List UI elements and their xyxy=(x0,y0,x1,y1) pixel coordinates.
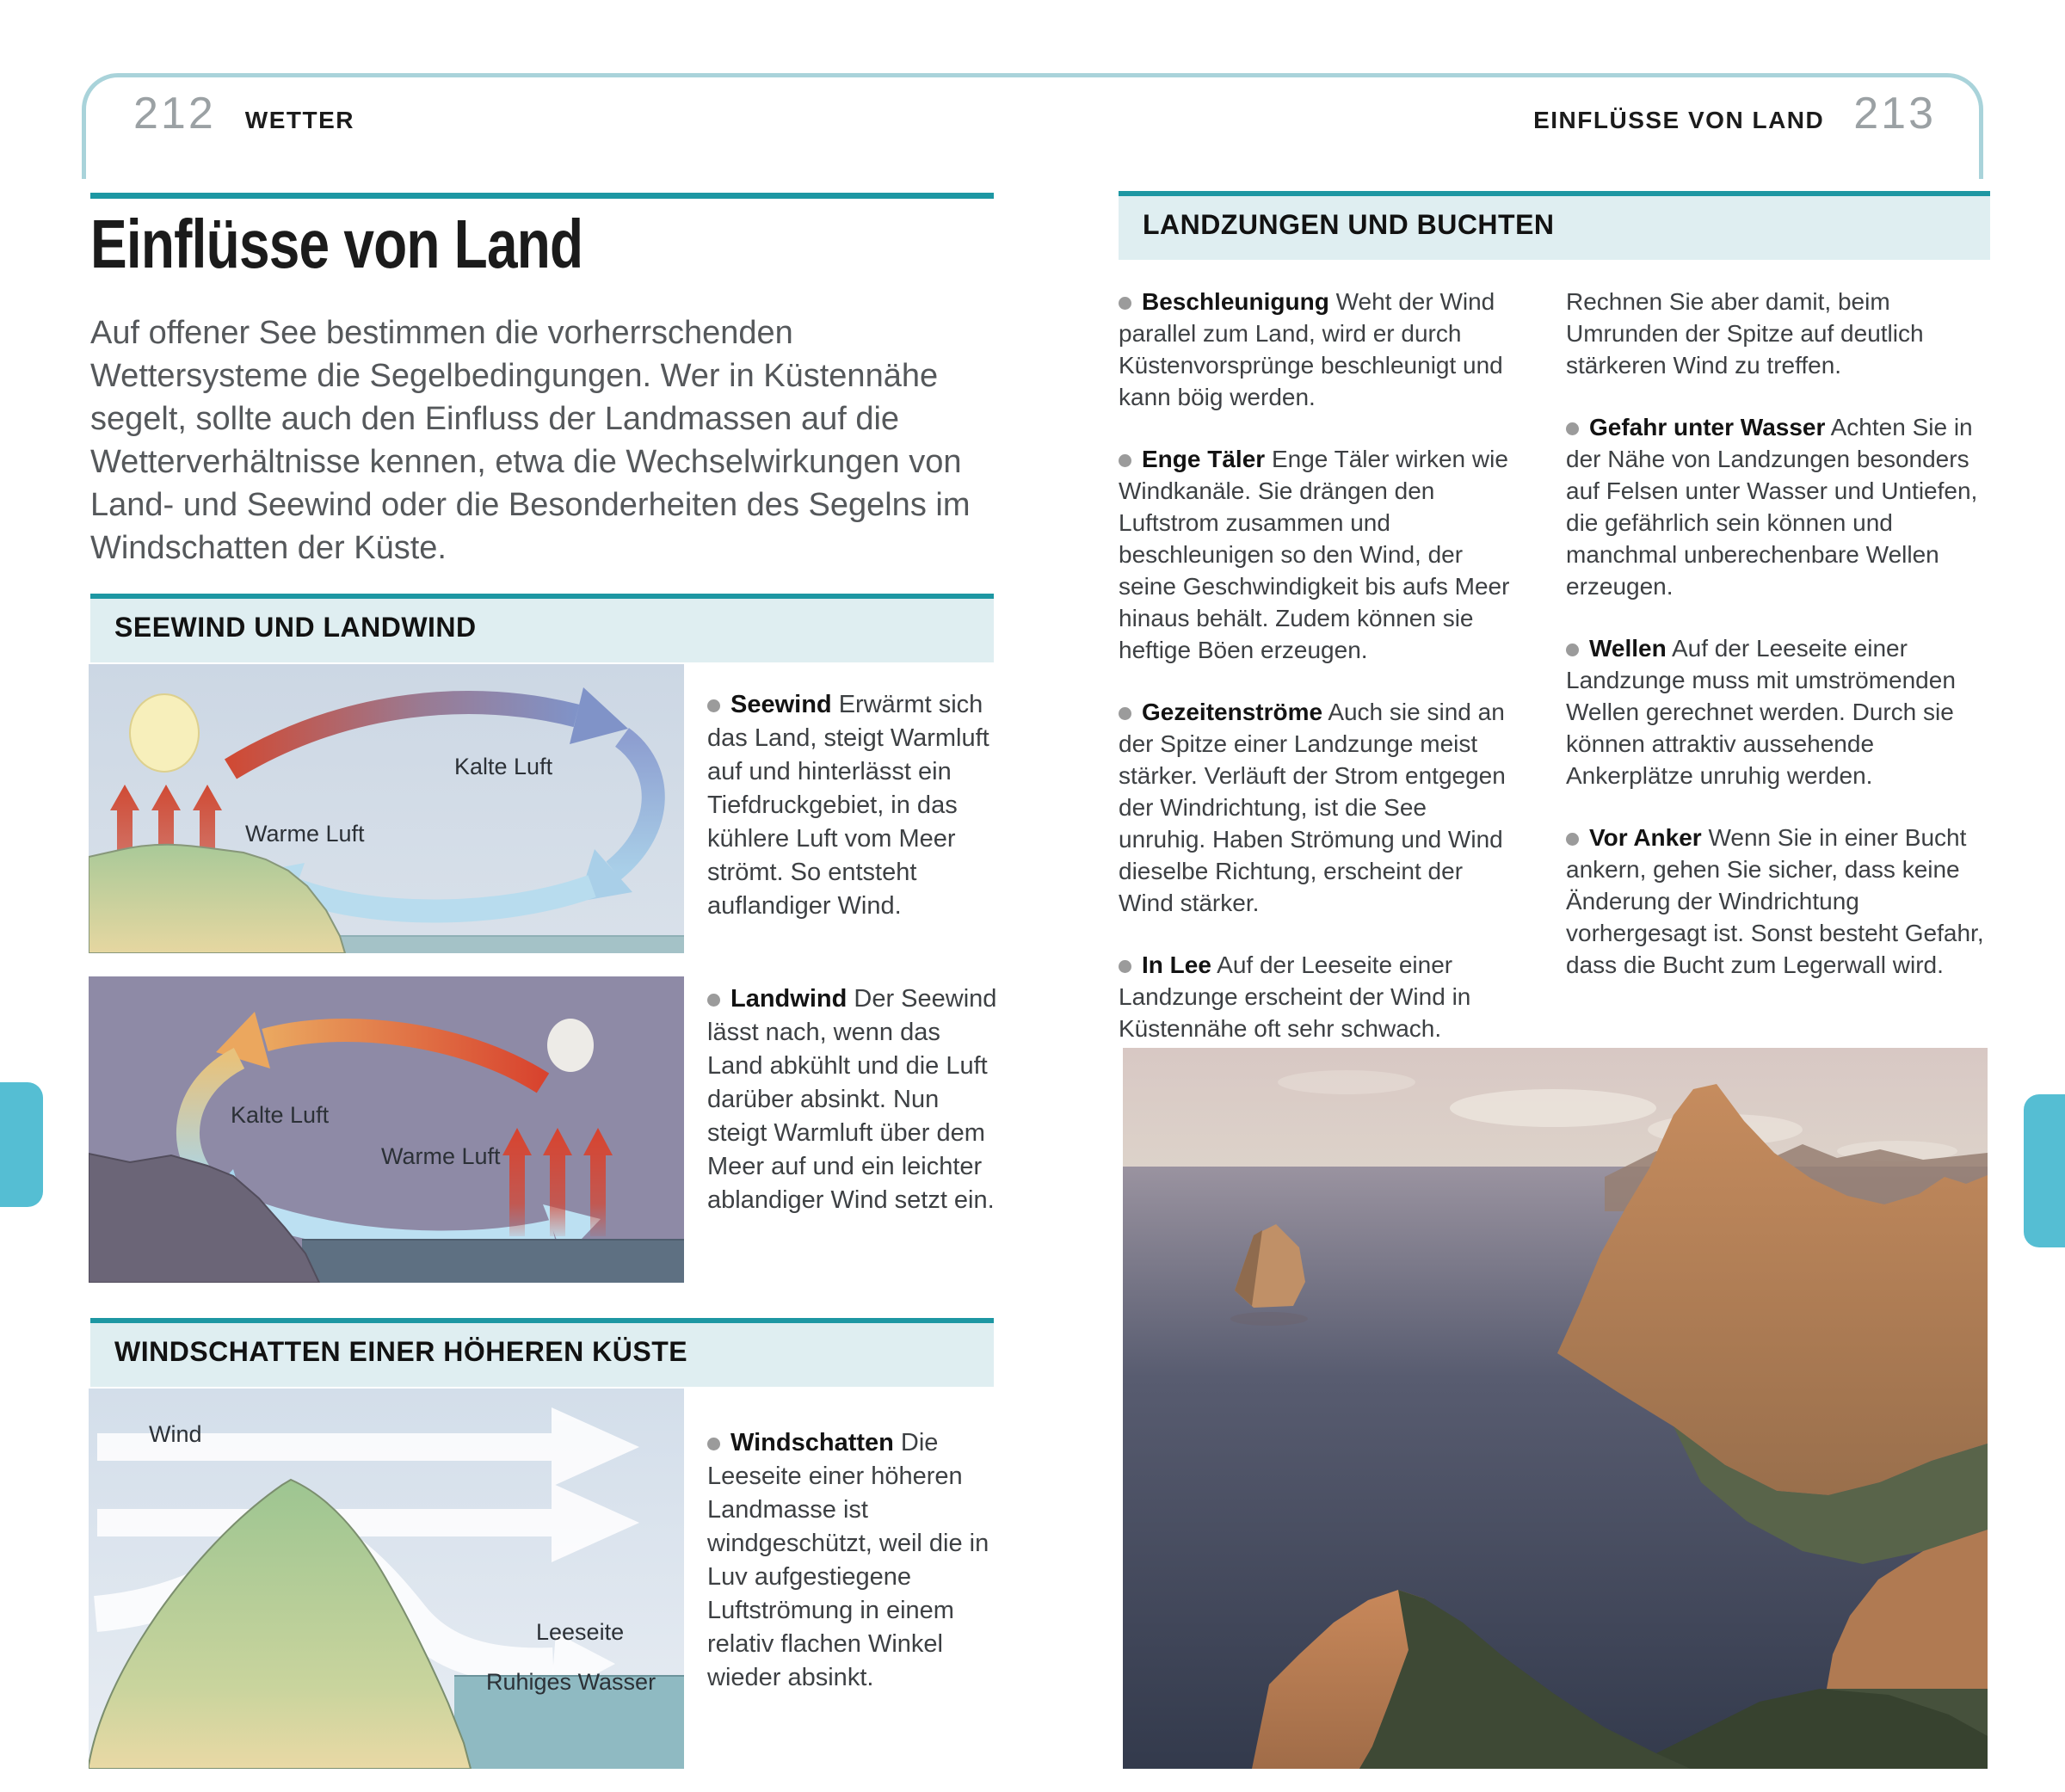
bullet-landwind xyxy=(707,982,998,1217)
landwind-text-column xyxy=(707,982,998,1248)
bullet-seewind xyxy=(707,688,998,923)
windschatten-text-column xyxy=(707,1426,998,1726)
label-warme-luft-night: Warme Luft xyxy=(381,1143,501,1169)
bullet-term: Enge Täler xyxy=(1142,446,1266,472)
bullet-enge-taeler xyxy=(1119,443,1516,666)
bullet-beschleunigung xyxy=(1119,286,1516,413)
coastal-photo xyxy=(1123,1048,1988,1769)
bullet-dot-icon xyxy=(1119,297,1131,310)
bullet-dot-icon xyxy=(707,699,720,712)
right-page-column-1 xyxy=(1119,286,1516,1075)
section-header-windschatten-label: WINDSCHATTEN EINER HÖHEREN KÜSTE xyxy=(114,1336,688,1367)
seewind-text-column xyxy=(707,688,998,954)
bullet-text: Weht der Wind parallel zum Land, wird er durch Küstenvorsprünge beschleunigt und kann böig werden. xyxy=(1119,288,1503,410)
moon-icon xyxy=(547,1019,594,1072)
bullet-gezeitenstroeme xyxy=(1119,696,1516,919)
bullet-term: Vor Anker xyxy=(1589,824,1702,851)
intro-paragraph: Auf offener See bestimmen die vorherrschenden Wettersysteme die Segelbedingungen. Wer in Küstennähe segelt, sollte auch den Einfluss der Landmassen auf die Wetterverhältnisse kennen, etwa die Wechselwirkungen von Land- und Seewind oder die Besonderheiten des Segelns im Windschatten der Küste. xyxy=(90,315,971,566)
label-leeseite: Leeseite xyxy=(536,1619,625,1645)
photo-island-reflection xyxy=(1230,1312,1308,1326)
paragraph-continuation: Rechnen Sie aber damit, beim Umrunden der Spitze auf deutlich stärkeren Wind zu treffen. xyxy=(1566,288,1924,379)
bullet-term: Wellen xyxy=(1589,635,1667,662)
bullet-windschatten xyxy=(707,1426,998,1695)
bullet-term: Gefahr unter Wasser xyxy=(1589,414,1826,440)
right-page-tab xyxy=(2024,1094,2065,1247)
label-kalte-luft-night: Kalte Luft xyxy=(231,1102,330,1128)
bullet-term: Windschatten xyxy=(730,1429,894,1456)
section-header-seewind-label: SEEWIND UND LANDWIND xyxy=(114,612,477,643)
bullet-dot-icon xyxy=(1566,422,1579,435)
section-header-windschatten xyxy=(90,1318,994,1387)
label-wind: Wind xyxy=(149,1421,202,1447)
bullet-text: Achten Sie in der Nähe von Landzungen besonders auf Felsen unter Wasser und Untiefen, die gefährlich sein können und manchmal unberechenbare Wellen erzeugen. xyxy=(1566,414,1978,600)
bullet-term: Landwind xyxy=(730,985,848,1013)
bullet-text: Enge Täler wirken wie Windkanäle. Sie drängen den Luftstrom zusammen und beschleunigen so den Wind, der seine Geschwindigkeit bis aufs Meer hinaus behält. Zudem können sie heftige Böen erzeugen. xyxy=(1119,446,1510,663)
left-page-tab xyxy=(0,1082,43,1207)
bullet-term: In Lee xyxy=(1142,951,1211,978)
bullet-dot-icon xyxy=(1566,644,1579,656)
bullet-text: Auf der Leeseite einer Landzunge muss mit umströmenden Wellen gerechnet werden. Durch sie können attraktiv aussehende Ankerplätze unruhig werden. xyxy=(1566,635,1956,789)
diagram-sea-breeze xyxy=(89,664,684,953)
bullet-term: Beschleunigung xyxy=(1142,288,1329,315)
page-title: Einflüsse von Land xyxy=(90,206,583,282)
bullet-dot-icon xyxy=(1119,454,1131,467)
runhead-right-label: EINFLÜSSE VON LAND xyxy=(1533,107,1825,133)
bullet-text: Der Seewind lässt nach, wenn das Land abkühlt und die Luft darüber absinkt. Nun steigt Warmluft über dem Meer auf und ein leichter ablandiger Wind setzt ein. xyxy=(707,985,997,1214)
diagram-land-breeze xyxy=(89,976,684,1283)
label-ruhiges-wasser: Ruhiges Wasser xyxy=(486,1669,656,1695)
bullet-term: Seewind xyxy=(730,691,832,718)
bullet-text: Erwärmt sich das Land, steigt Warmluft auf und hinterlässt ein Tiefdruckgebiet, in das kühlere Luft vom Meer strömt. So entsteht auflandiger Wind. xyxy=(707,691,989,920)
label-warme-luft-day: Warme Luft xyxy=(245,821,365,847)
label-kalte-luft-day: Kalte Luft xyxy=(454,754,553,779)
runhead-left-label: WETTER xyxy=(244,107,354,133)
section-header-seewind xyxy=(90,594,994,662)
page-number-left: 212 xyxy=(133,89,216,139)
rising-warm-air-arrows-night xyxy=(502,1128,613,1236)
bullet-dot-icon xyxy=(1119,707,1131,720)
page-number-right: 213 xyxy=(1853,89,1936,139)
day-sea xyxy=(340,936,684,953)
night-sea xyxy=(302,1240,684,1283)
bullet-text: Die Leeseite einer höheren Landmasse ist windgeschützt, weil die in Luv aufgestiegene Luftströmung in einem relativ flachen Winkel wieder absinkt. xyxy=(707,1429,989,1691)
bullet-in-lee xyxy=(1119,949,1516,1044)
bullet-gefahr-unter-wasser xyxy=(1566,411,1991,602)
right-page-column-2 xyxy=(1566,286,1991,1011)
bullet-dot-icon xyxy=(707,1438,720,1450)
bullet-text: Wenn Sie in einer Bucht ankern, gehen Sie sicher, dass keine Änderung der Windrichtung vorhergesagt ist. Sonst besteht Gefahr, dass die Bucht zum Legerwall wird. xyxy=(1566,824,1984,978)
bullet-text: Auf der Leeseite einer Landzunge erscheint der Wind in Küstennähe oft sehr schwach. xyxy=(1119,951,1471,1042)
bullet-dot-icon xyxy=(1566,833,1579,846)
runhead-left xyxy=(133,88,354,139)
bullet-dot-icon xyxy=(1119,960,1131,973)
section-header-landzungen-label: LANDZUNGEN UND BUCHTEN xyxy=(1143,209,1555,240)
sun-icon xyxy=(130,694,199,772)
bullet-wellen xyxy=(1566,632,1991,791)
runhead-right xyxy=(1533,88,1936,139)
diagram-wind-shadow xyxy=(89,1389,684,1769)
bullet-text: Auch sie sind an der Spitze einer Landzunge meist stärker. Verläuft der Strom entgegen der Windrichtung, ist die See unruhig. Haben Strömung und Wind dieselbe Richtung, erscheint der Wind stärker. xyxy=(1119,699,1506,916)
bullet-vor-anker xyxy=(1566,822,1991,981)
title-rule xyxy=(90,193,994,199)
bullet-term: Gezeitenströme xyxy=(1142,699,1323,725)
section-header-landzungen xyxy=(1119,191,1990,260)
bullet-dot-icon xyxy=(707,994,720,1007)
